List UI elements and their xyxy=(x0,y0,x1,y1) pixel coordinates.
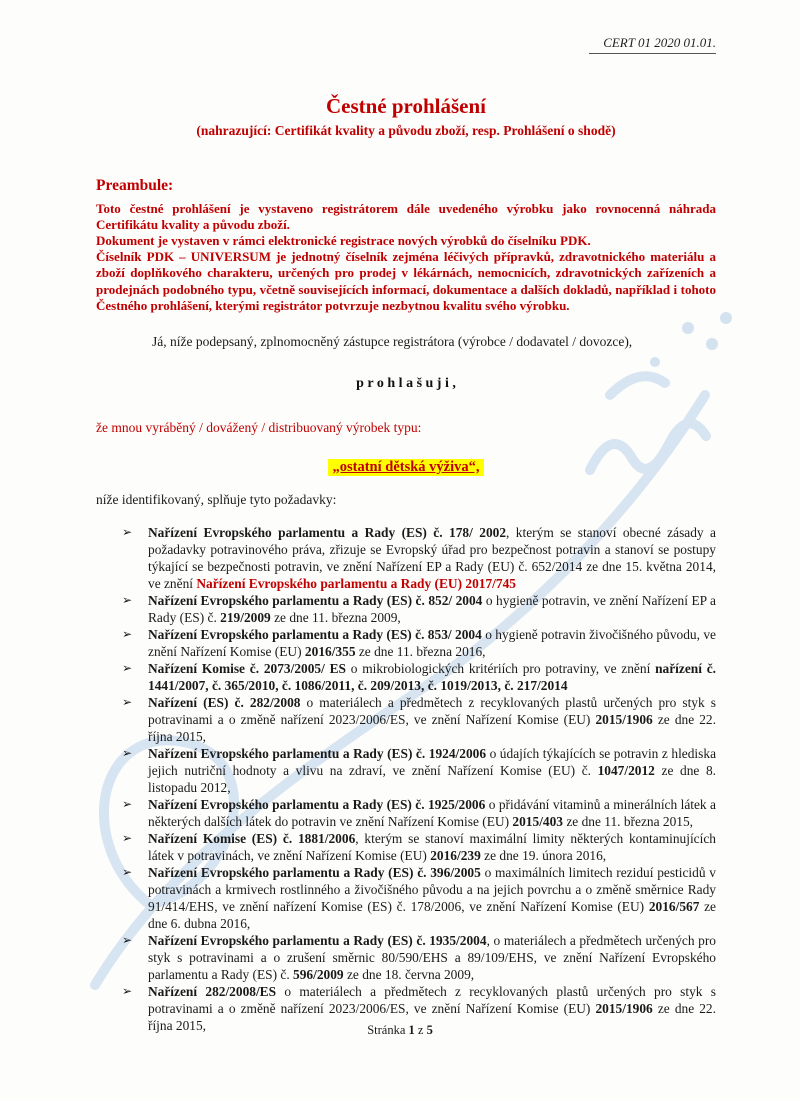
text-segment: ze dne 6. dubna 2016, xyxy=(148,899,716,932)
arrow-bullet-icon: ➢ xyxy=(122,865,133,880)
text-segment: o přidávání vitaminů a minerálních látek a některých dalších látek do potravin ve znění Nařízení Komise (EU) xyxy=(148,797,716,830)
text-segment: Nařízení Evropského parlamentu a Rady (EU) 2017/745 xyxy=(196,575,516,591)
text-segment: Nařízení Evropského parlamentu a Rady (ES) č. 178/ 2002 xyxy=(148,524,507,540)
text-segment: ze dne 11. března 2016, xyxy=(355,643,486,659)
page-title: Čestné prohlášení xyxy=(325,94,487,118)
requirement-text xyxy=(148,831,716,863)
text-segment: Nařízení Komise (ES) č. 1881/2006 xyxy=(148,831,356,847)
page-subtitle: (nahrazující: Certifikát kvality a původu zboží, resp. Prohlášení o shodě) xyxy=(196,123,616,138)
text-segment: , o materiálech a předmětech určených pro styk s potravinami a o zrušení směrnic 80/590/EHS a 89/109/EHS, ve znění Nařízení Evropského parlamentu a Rady (ES) č. xyxy=(148,933,716,983)
text-segment: Stránka xyxy=(367,1023,409,1037)
text-segment: ze dne 11. března 2015, xyxy=(563,814,694,830)
requirement-item xyxy=(96,932,716,983)
requirements-list xyxy=(96,524,716,1034)
requirement-item xyxy=(96,660,716,694)
text-segment: , kterým se stanoví maximální limity některých kontaminujících látek v potravinách, ve znění Nařízení Komise (EU) xyxy=(148,831,716,864)
text-segment: Nařízení Evropského parlamentu a Rady (ES) č. 1935/2004 xyxy=(148,933,487,949)
text-segment: ze dne 11. března 2009, xyxy=(270,609,401,625)
text-segment: o maximálních limitech reziduí pesticidů v potravinách a krmivech rostlinného a živočišného původu a na jejich povrchu a o změně směrnice Rady 91/414/EHS, ve znění nařízení Komise (ES) č. 178/2006, ve znění Nařízení Komise (EU) xyxy=(148,865,716,915)
product-type-intro: že mnou vyráběný / dovážený / distribuovaný výrobek typu: xyxy=(96,419,422,435)
arrow-bullet-icon: ➢ xyxy=(122,626,133,641)
text-segment: 5 xyxy=(426,1023,433,1037)
requirement-text xyxy=(148,695,716,744)
requirement-text xyxy=(148,525,716,591)
arrow-bullet-icon: ➢ xyxy=(122,984,133,999)
text-segment: o údajích týkajících se potravin z hlediska jejich nutriční hodnoty a vlivu na zdraví, ve znění Nařízení Komise (EU) č. xyxy=(148,745,717,778)
arrow-bullet-icon: ➢ xyxy=(122,745,133,760)
text-segment: ze dne 19. února 2016, xyxy=(480,848,607,864)
text-segment: 219/2009 xyxy=(220,609,271,625)
requirement-item xyxy=(96,626,716,660)
arrow-bullet-icon: ➢ xyxy=(122,797,133,812)
text-segment: ze dne 22. října 2015, xyxy=(148,1001,716,1034)
requirement-text xyxy=(148,746,716,795)
header-row xyxy=(96,34,716,54)
requirement-text xyxy=(148,627,716,659)
preamble-paragraph: Číselník PDK – UNIVERSUM je jednotný číselník zejména léčivých přípravků, zdravotnického materiálu a zboží doplňkového charakteru, určených pro prodej v lékárnách, nemocnicích, zdravotnických zařízeních a prodejnách podobného typu, včetně souvisejících informací, dokumentace a dalších dokladů, například i tohoto Čestného prohlášení, kterými registrátor potvrzuje nezbytnou kvalitu svého výrobku. xyxy=(96,249,716,313)
text-segment: Nařízení Evropského parlamentu a Rady (ES) č. 852/ 2004 xyxy=(148,592,483,608)
requirement-text xyxy=(148,797,716,829)
text-segment: 1 xyxy=(408,1023,415,1037)
preamble-heading: Preambule: xyxy=(96,177,174,194)
arrow-bullet-icon: ➢ xyxy=(122,933,133,948)
declaration-intro: Já, níže podepsaný, zplnomocněný zástupce registrátora (výrobce / dodavatel / dovozce), xyxy=(152,333,633,349)
requirement-item xyxy=(96,864,716,932)
text-segment: 2016/355 xyxy=(304,643,356,659)
requirements-intro: níže identifikovaný, splňuje tyto požadavky: xyxy=(96,491,337,507)
requirement-text xyxy=(148,865,716,931)
text-segment: o hygieně potravin, ve znění Nařízení EP a Rady (ES) č. xyxy=(148,592,716,625)
arrow-bullet-icon: ➢ xyxy=(122,831,133,846)
arrow-bullet-icon: ➢ xyxy=(122,660,133,675)
page-number xyxy=(0,1023,800,1038)
text-segment: 2015/1906 xyxy=(595,711,653,727)
product-name-row xyxy=(96,458,716,476)
arrow-bullet-icon: ➢ xyxy=(122,524,133,539)
text-segment: o mikrobiologických kritériích pro potraviny, ve znění xyxy=(345,660,656,676)
text-segment: 1047/2012 xyxy=(597,762,655,778)
requirement-text xyxy=(148,661,716,693)
declaration-verb: p r o h l a š u j i , xyxy=(356,375,456,391)
arrow-bullet-icon: ➢ xyxy=(122,694,133,709)
text-segment: 2015/1906 xyxy=(595,1001,653,1017)
requirement-item xyxy=(96,745,716,796)
text-segment: nařízení č. 1441/2007, č. 365/2010, č. 1086/2011, č. 209/2013, č. 1019/2013, č. 217/2014 xyxy=(148,660,716,693)
preamble-paragraph: Dokument je vystaven v rámci elektronické registrace nových výrobků do číselníku PDK. xyxy=(96,233,591,249)
text-segment: Nařízení (ES) č. 282/2008 xyxy=(148,694,301,710)
text-segment: Nařízení 282/2008/ES xyxy=(148,984,277,1000)
text-segment: Nařízení Komise č. 2073/2005/ ES xyxy=(148,660,346,676)
requirement-item xyxy=(96,694,716,745)
text-segment: Nařízení Evropského parlamentu a Rady (ES) č. 853/ 2004 xyxy=(148,626,482,642)
text-segment: o materiálech a předmětech z recyklovaných plastů určených pro styk s potravinami a o změně nařízení 2023/2006/ES, ve znění Nařízení Komise (EU) xyxy=(148,984,716,1017)
requirement-text xyxy=(148,933,716,982)
text-segment: z xyxy=(414,1023,427,1037)
requirement-item xyxy=(96,592,716,626)
requirement-item xyxy=(96,830,716,864)
preamble-paragraph: Toto čestné prohlášení je vystaveno registrátorem dále uvedeného výrobku jako rovnocenná náhrada Certifikátu kvality a původu zboží. xyxy=(96,201,716,233)
text-segment: ze dne 18. června 2009, xyxy=(343,967,475,983)
product-name-highlight: „ostatní dětská výživa“, xyxy=(328,459,483,476)
text-segment: Nařízení Evropského parlamentu a Rady (ES) č. 1925/2006 xyxy=(148,797,486,813)
text-segment: 2016/239 xyxy=(430,848,481,864)
text-segment: 2016/567 xyxy=(648,899,700,915)
text-segment: Nařízení Evropského parlamentu a Rady (ES) č. 396/2005 xyxy=(148,865,481,881)
text-segment: o hygieně potravin živočišného původu, ve znění Nařízení Komise (EU) xyxy=(148,626,716,659)
requirement-text xyxy=(148,593,716,625)
document-reference: CERT 01 2020 01.01. xyxy=(589,35,716,54)
text-segment: 596/2009 xyxy=(293,967,344,983)
text-segment: 2015/403 xyxy=(512,814,563,830)
text-segment: o materiálech a předmětech z recyklovaných plastů určených pro styk s potravinami a o změně nařízení 2023/2006/ES, ve znění Nařízení Komise (EU) xyxy=(148,694,716,727)
text-segment: Nařízení Evropského parlamentu a Rady (ES) č. 1924/2006 xyxy=(148,745,487,761)
arrow-bullet-icon: ➢ xyxy=(122,592,133,607)
text-segment: ze dne 8. listopadu 2012, xyxy=(148,762,716,795)
requirement-item xyxy=(96,524,716,592)
text-segment: ze dne 22. října 2015, xyxy=(148,711,716,744)
requirement-item xyxy=(96,796,716,830)
text-segment: , kterým se stanoví obecné zásady a požadavky potravinového práva, zřizuje se Evropský úřad pro bezpečnost potravin a stanoví se postupy týkající se bezpečnosti potravin, ve znění Nařízení EP a Rady (EU) č. 652/2014 ze dne 15. května 2014, ve znění xyxy=(148,524,716,591)
